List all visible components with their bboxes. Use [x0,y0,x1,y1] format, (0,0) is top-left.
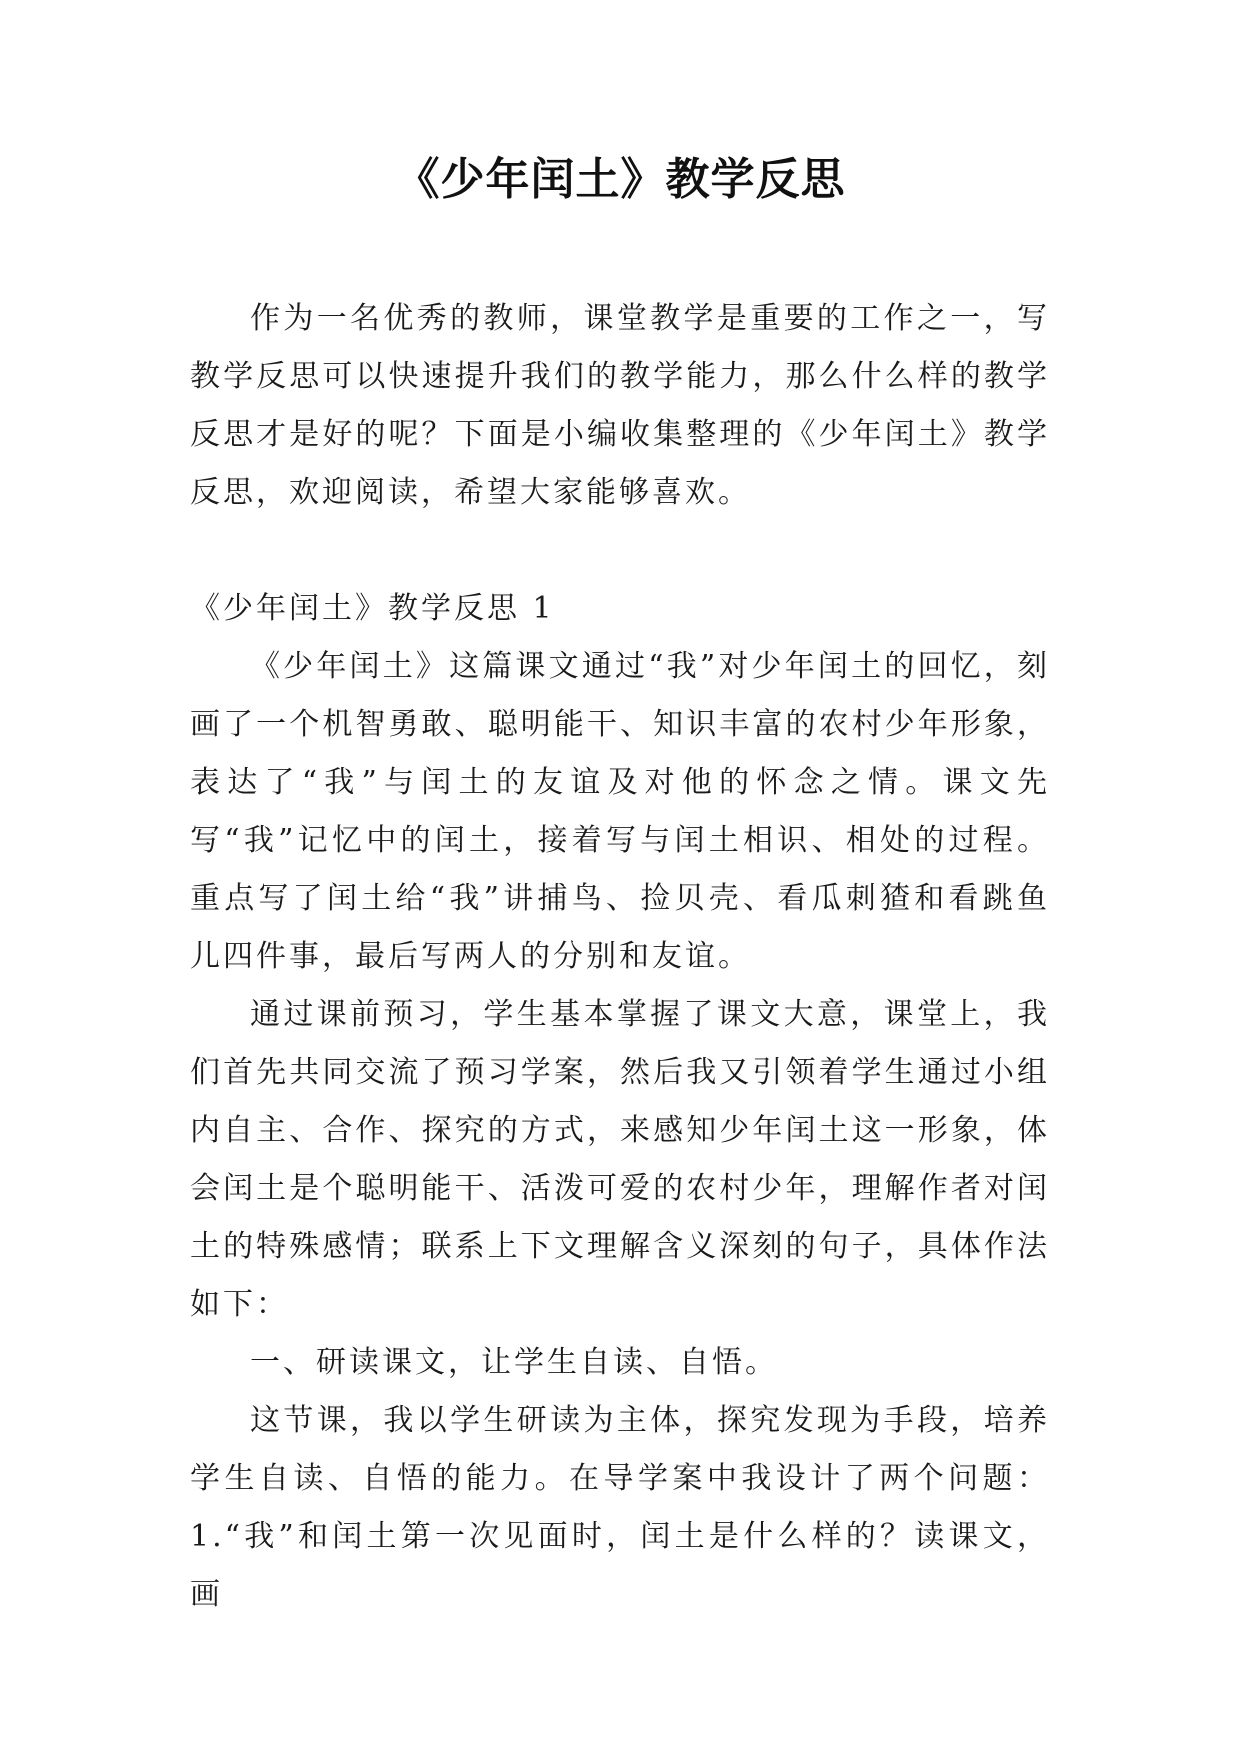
document-body [190,290,1050,1624]
body-paragraph: 《少年闰土》这篇课文通过“我”对少年闰土的回忆，刻画了一个机智勇敢、聪明能干、知识丰富的农村少年形象，表达了“我”与闰土的友谊及对他的怀念之情。课文先写“我”记忆中的闰土，接着写与闰土相识、相处的过程。重点写了闰土给“我”讲捕鸟、捡贝壳、看瓜刺猹和看跳鱼儿四件事，最后写两人的分别和友谊。 [190,649,1050,974]
paragraph-spacer [190,522,1050,580]
body-paragraph: 这节课，我以学生研读为主体，探究发现为手段，培养学生自读、自悟的能力。在导学案中我设计了两个问题：1.“我”和闰土第一次见面时，闰土是什么样的？读课文，画 [190,1403,1050,1612]
body-paragraph: 通过课前预习，学生基本掌握了课文大意，课堂上，我们首先共同交流了预习学案，然后我又引领着学生通过小组内自主、合作、探究的方式，来感知少年闰土这一形象，体会闰土是个聪明能干、活泼可爱的农村少年，理解作者对闰土的特殊感情；联系上下文理解含义深刻的句子，具体作法如下： [190,997,1050,1322]
intro-paragraph: 作为一名优秀的教师，课堂教学是重要的工作之一，写教学反思可以快速提升我们的教学能力，那么什么样的教学反思才是好的呢？下面是小编收集整理的《少年闰土》教学反思，欢迎阅读，希望大家能够喜欢。 [190,301,1050,510]
body-paragraph: 一、研读课文，让学生自读、自悟。 [250,1345,778,1380]
section-heading: 《少年闰土》教学反思 1 [190,591,555,626]
document-title: 《少年闰土》教学反思 [395,154,846,205]
